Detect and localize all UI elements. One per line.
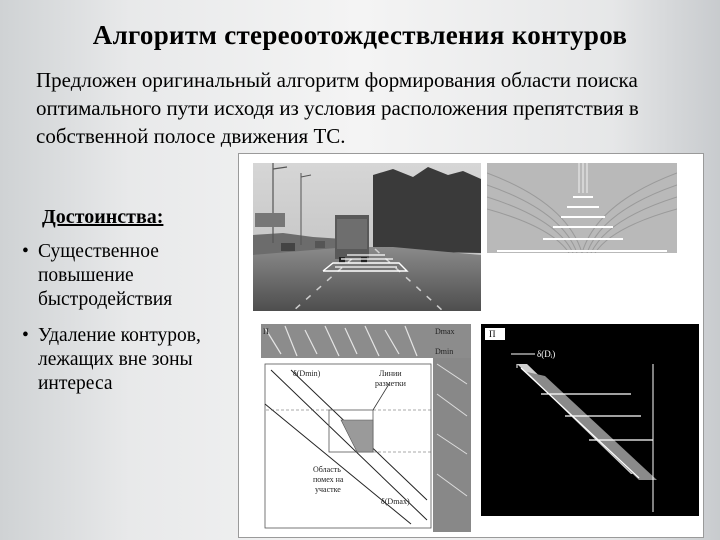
lane-lines-label-2: разметки [375, 379, 406, 388]
lane-lines-label: Линии [379, 369, 402, 378]
advantages-heading: Достоинства: [42, 206, 164, 228]
contour-graph [481, 324, 699, 516]
area-label: Область [313, 465, 341, 474]
bullet-text: Удаление контуров, лежащих вне зоны интереса [38, 325, 201, 394]
ddmin-label: δ(Dmin) [293, 369, 321, 378]
pi-label: П [263, 327, 269, 336]
area-label-2: помех на [313, 475, 344, 484]
road-photo [253, 163, 481, 311]
dark-pi-label: П [489, 329, 496, 339]
figure-frame [238, 153, 704, 538]
bullet-marker: • [22, 241, 29, 262]
advantages-list [22, 240, 247, 408]
slide-title: Алгоритм стереоотождествления контуров [92, 20, 628, 50]
bullet-text: Существенное повышение быстродействия [38, 241, 173, 310]
dmin-label: Dmin [435, 347, 454, 356]
bullet-item [22, 324, 247, 396]
intro-paragraph: Предложен оригинальный алгоритм формирования области поиска оптимального пути исходя из условия расположения препятствия в собственной полосе движения ТС. [36, 68, 639, 148]
search-area-diagram [261, 324, 471, 532]
ddi-label: δ(Dᵢ) [537, 349, 556, 359]
disparity-image [487, 163, 677, 253]
dmax-label: Dmax [435, 327, 455, 336]
ddmax-label: δ(Dmax) [381, 497, 410, 506]
bullet-marker: • [22, 325, 29, 346]
area-label-3: участке [315, 485, 341, 494]
bullet-item [22, 240, 247, 312]
